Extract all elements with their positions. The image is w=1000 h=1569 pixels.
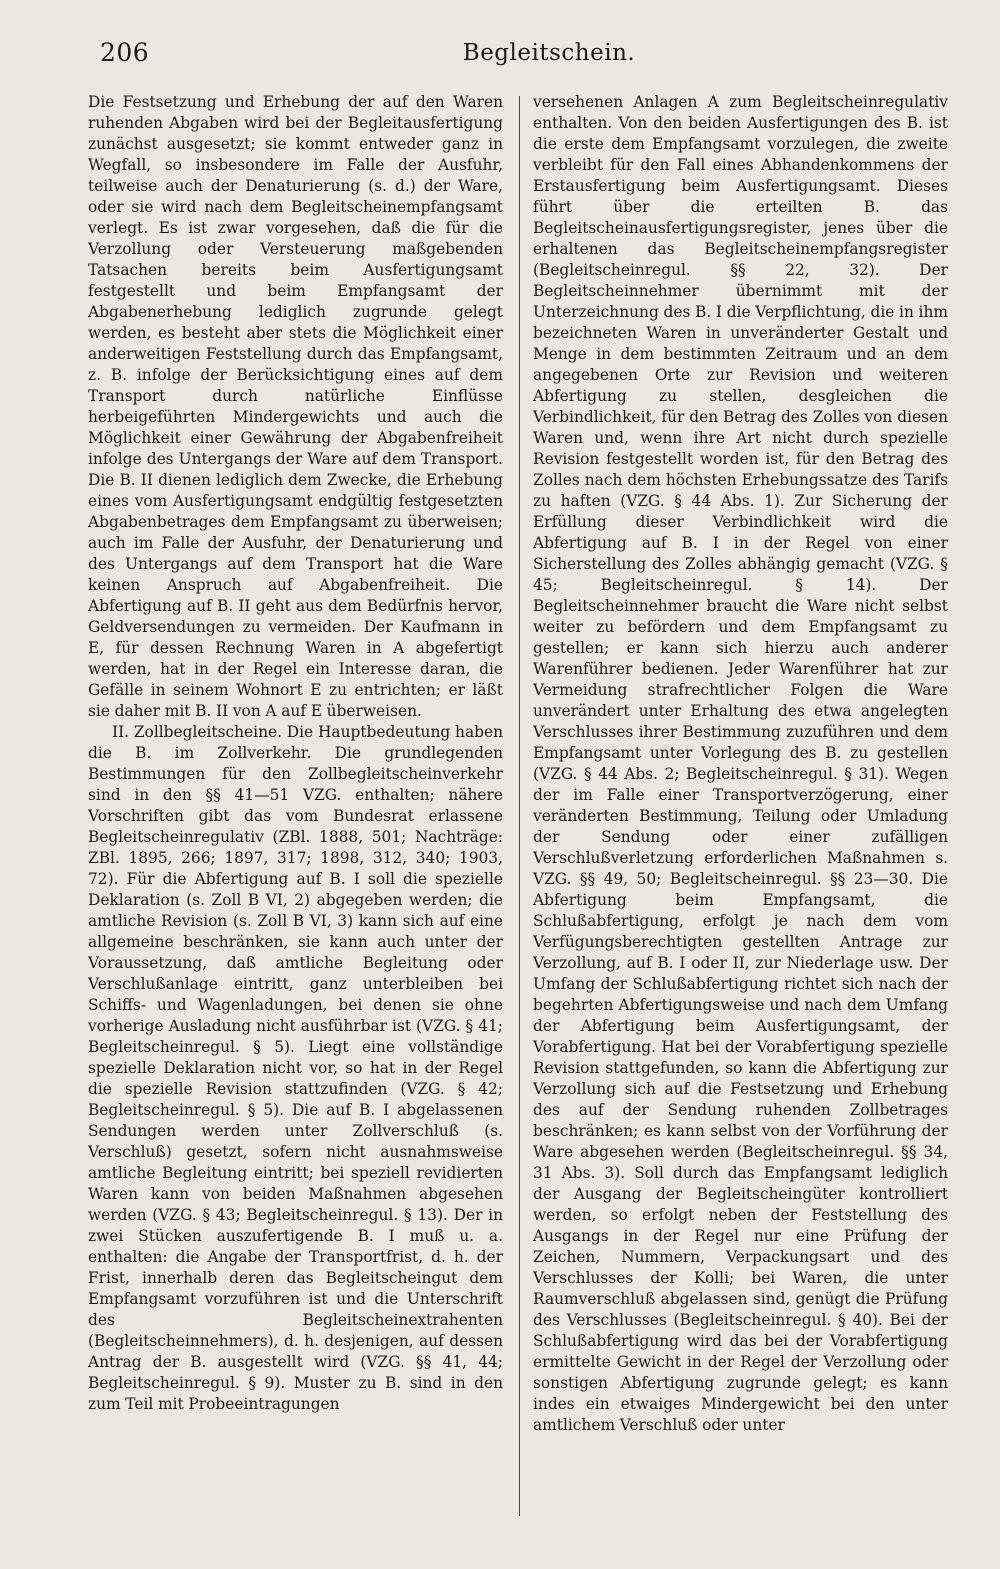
page-header: [100, 38, 938, 76]
running-head: Begleitschein.: [462, 40, 636, 66]
page-number: 206: [100, 38, 150, 67]
paragraph: versehenen Anlagen A zum Begleitscheinregulativ enthalten. Von den beiden Ausfertigungen des B. ist die erste dem Empfangsamt vorzulegen, die zweite verbleibt für den Fall eines Abhandenkommens der Erstausfertigung beim Ausfertigungsamt. Dieses führt über die erteilten B. das Begleitscheinausfertigungsregister, jenes über die erhaltenen das Begleitscheinempfangsregister (Begleitscheinregul. §§ 22, 32). Der Begleitscheinnehmer übernimmt mit der Unterzeichnung des B. I die Verpflichtung, die in ihm bezeichneten Waren in unveränderter Gestalt und Menge in dem bestimmten Zeitraum und an dem angegebenen Orte zur Revision und weiteren Abfertigung zu stellen, desgleichen die Verbindlichkeit, für den Betrag des Zolles von diesen Waren und, wenn ihre Art nicht durch spezielle Revision festgestellt worden ist, für den Betrag des Zolles nach dem höchsten Erhebungssatze des Tarifs zu haften (VZG. § 44 Abs. 1). Zur Sicherung der Erfüllung dieser Verbindlichkeit wird die Abfertigung auf B. I in der Regel von einer Sicherstellung des Zolles abhängig gemacht (VZG. § 45; Begleitscheinregul. § 14). Der Begleitscheinnehmer braucht die Ware nicht selbst weiter zu befördern und dem Empfangsamt zu gestellen; er kann sich hierzu auch anderer Warenführer bedienen. Jeder Warenführer hat zur Vermeidung strafrechtlicher Folgen die Ware unverändert unter Erhaltung des etwa angelegten Verschlusses ihrer Bestimmung zuzuführen und dem Empfangsamt unter Vorlegung des B. zu gestellen (VZG. § 44 Abs. 2; Begleitscheinregul. § 31). Wegen der im Falle einer Transportverzögerung, einer veränderten Bestimmung, Teilung oder Umladung der Sendung oder einer zufälligen Verschlußverletzung erforderlichen Maßnahmen s. VZG. §§ 49, 50; Begleitscheinregul. §§ 23—30. Die Abfertigung beim Empfangsamt, die Schlußabfertigung, erfolgt je nach dem vom Verfügungsberechtigten gestellten Antrage zur Verzollung, auf B. I oder II, zur Niederlage usw. Der Umfang der Schlußabfertigung richtet sich nach der begehrten Abfertigungsweise und nach dem Umfang der Abfertigung beim Ausfertigungsamt, der Vorabfertigung. Hat bei der Vorabfertigung spezielle Revision stattgefunden, so kann die Abfertigung zur Verzollung sich auf die Festsetzung und Erhebung des auf der Sendung ruhenden Zollbetrages beschränken; es kann selbst von der Vorführung der Ware abgesehen werden (Begleitscheinregul. §§ 34, 31 Abs. 3). Soll durch das Empfangsamt lediglich der Ausgang der Begleitscheingüter kontrolliert werden, so erfolgt neben der Feststellung des Ausgangs in der Regel nur eine Prüfung der Zeichen, Nummern, Verpackungsart und des Verschlusses der Kolli; bei Waren, die unter Raumverschluß abgelassen sind, genügt die Prüfung des Verschlusses (Begleitscheinregul. § 40). Bei der Schlußabfertigung wird das bei der Vorabfertigung ermittelte Gewicht in der Regel der Verzollung oder sonstigen Abfertigung zugrunde gelegt; es kann indes ein etwaiges Mindergewicht bei den unter amtlichem Verschluß oder unter: [533, 93, 948, 1434]
left-column: [88, 92, 503, 1542]
paragraph: II. Zollbegleitscheine. Die Hauptbedeutung haben die B. im Zollverkehr. Die grundlegenden Bestimmungen für den Zollbegleitscheinverkehr sind in den §§ 41—51 VZG. enthalten; nähere Vorschriften gibt das vom Bundesrat erlassene Begleitscheinregulativ (ZBl. 1888, 501; Nachträge: ZBl. 1895, 266; 1897, 317; 1898, 312, 340; 1903, 72). Für die Abfertigung auf B. I soll die spezielle Deklaration (s. Zoll B VI, 2) abgegeben werden; die amtliche Revision (s. Zoll B VI, 3) kann sich auf eine allgemeine beschränken, sie kann auch unter der Voraussetzung, daß amtliche Begleitung oder Verschlußanlage eintritt, ganz unterbleiben bei Schiffs- und Wagenladungen, bei denen sie ohne vorherige Ausladung nicht ausführbar ist (VZG. § 41; Begleitscheinregul. § 5). Liegt eine vollständige spezielle Deklaration nicht vor, so hat in der Regel die spezielle Revision stattzufinden (VZG. § 42; Begleitscheinregul. § 5). Die auf B. I abgelassenen Sendungen werden unter Zollverschluß (s. Verschluß) gesetzt, sofern nicht ausnahmsweise amtliche Begleitung eintritt; bei speziell revidierten Waren kann von beiden Maßnahmen abgesehen werden (VZG. § 43; Begleitscheinregul. § 13). Der in zwei Stücken auszufertigende B. I muß u. a. enthalten: die Angabe der Transportfrist, d. h. der Frist, innerhalb deren das Begleitscheingut dem Empfangsamt vorzuführen ist und die Unterschrift des Begleitscheinextrahenten (Begleitscheinnehmers), d. h. desjenigen, auf dessen Antrag der B. ausgestellt wird (VZG. §§ 41, 44; Begleitscheinregul. § 9). Muster zu B. sind in den zum Teil mit Probeeintragungen: [88, 723, 503, 1413]
column-divider: [519, 96, 520, 1516]
right-column: [533, 92, 948, 1542]
paragraph: Die Festsetzung und Erhebung der auf den Waren ruhenden Abgaben wird bei der Begleitausfertigung zunächst ausgesetzt; sie kommt entweder ganz in Wegfall, so insbesondere im Falle der Ausfuhr, teilweise auch der Denaturierung (s. d.) der Ware, oder sie wird nach dem Begleitscheinempfangsamt verlegt. Es ist zwar vorgesehen, daß die für die Verzollung oder Versteuerung maßgebenden Tatsachen bereits beim Ausfertigungsamt festgestellt und beim Empfangsamt der Abgabenerhebung lediglich zugrunde gelegt werden, es besteht aber stets die Möglichkeit einer anderweitigen Feststellung durch das Empfangsamt, z. B. infolge der Berücksichtigung eines auf dem Transport durch natürliche Einflüsse herbeigeführten Mindergewichts und auch die Möglichkeit einer Gewährung der Abgabenfreiheit infolge des Untergangs der Ware auf dem Transport. Die B. II dienen lediglich dem Zwecke, die Erhebung eines vom Ausfertigungsamt endgültig festgesetzten Abgabenbetrages dem Empfangsamt zu überweisen; auch im Falle der Ausfuhr, der Denaturierung und des Untergangs auf dem Transport hat die Ware keinen Anspruch auf Abgabenfreiheit. Die Abfertigung auf B. II geht aus dem Bedürfnis hervor, Geldversendungen zu vermeiden. Der Kaufmann in E, für dessen Rechnung Waren in A abgefertigt werden, hat in der Regel ein Interesse daran, die Gefälle in seinem Wohnort E zu entrichten; er läßt sie daher mit B. II von A auf E überweisen.: [88, 93, 503, 720]
text-columns: [88, 92, 948, 1542]
